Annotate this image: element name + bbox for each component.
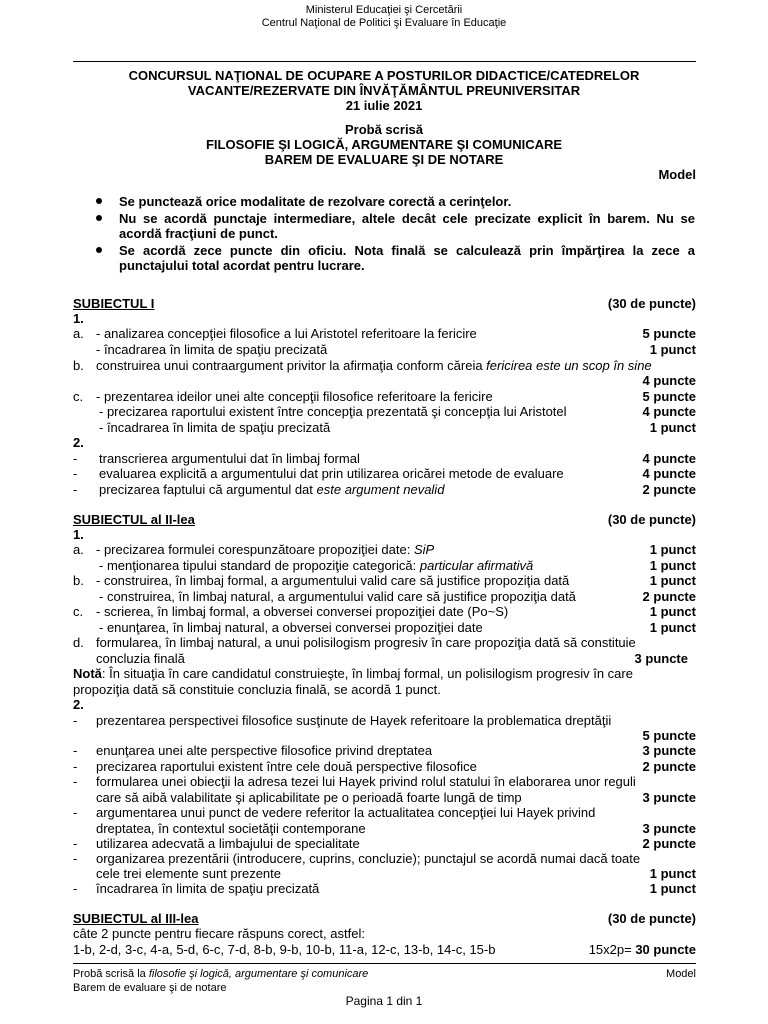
dash: - bbox=[73, 881, 78, 896]
subject-1-title: SUBIECTUL I bbox=[73, 296, 155, 311]
s2-c1-points: 1 punct bbox=[649, 604, 696, 619]
s2-note-label: Notă bbox=[73, 666, 102, 681]
s3-total: 30 puncte bbox=[635, 942, 696, 957]
s2-e4-points: 3 puncte bbox=[642, 790, 696, 805]
s1-d3-points: 2 puncte bbox=[642, 482, 696, 497]
s2-q2-label: 2. bbox=[73, 697, 84, 712]
s1-a1-text: - analizarea concepţiei filosofice a lui Aristotel referitoare la fericire bbox=[96, 326, 477, 341]
subject-2-points: (30 de puncte) bbox=[607, 512, 696, 527]
s2-a1-text: - precizarea formulei corespunzătoare propoziţiei date: bbox=[96, 542, 414, 557]
s1-c-label: c. bbox=[73, 389, 84, 404]
s1-b1-text: construirea unui contraargument privitor la afirmaţia conform căreia bbox=[96, 358, 487, 373]
subject-1-points: (30 de puncte) bbox=[607, 296, 696, 311]
s2-e8-points: 1 punct bbox=[649, 881, 696, 896]
title-date: 21 iulie 2021 bbox=[345, 98, 423, 113]
s2-b1-points: 1 punct bbox=[649, 573, 696, 588]
s3-calc: 15x2p= bbox=[588, 942, 636, 957]
s2-a1-points: 1 punct bbox=[649, 542, 696, 557]
s2-e5b-text: dreptatea, în contextul societăţii contemporane bbox=[96, 821, 366, 836]
s2-note-1: : În situaţia în care candidatul construieşte, în limbaj formal, un polisilogism progresiv în care bbox=[101, 666, 633, 681]
s1-a-label: a. bbox=[73, 326, 84, 341]
s2-d1-text: formularea, în limbaj natural, a unui polisilogism progresiv în care propoziţia dată să constituie bbox=[96, 635, 636, 650]
barem-title: BAREM DE EVALUARE ŞI DE NOTARE bbox=[264, 152, 504, 167]
footer-line-1 bbox=[73, 968, 368, 981]
s2-e3-text: precizarea raportului existent între cele două perspective filosofice bbox=[96, 759, 477, 774]
s1-b-label: b. bbox=[73, 358, 84, 373]
dash: - bbox=[73, 774, 78, 789]
header-rule bbox=[73, 61, 696, 62]
s2-a2-italic: particular afirmativă bbox=[419, 558, 534, 573]
s2-e2-points: 3 puncte bbox=[642, 743, 696, 758]
s2-a2-text: - menţionarea tipului standard de propoziţie categorică: bbox=[99, 558, 420, 573]
s1-d3-italic: este argument nevalid bbox=[316, 482, 445, 497]
s2-c2-text: - enunţarea, în limbaj natural, a obversei conversei propoziţiei date bbox=[99, 620, 483, 635]
s2-a1-italic: SiP bbox=[413, 542, 435, 557]
bullet-icon bbox=[96, 247, 102, 253]
s1-c3-text: - încadrarea în limita de spaţiu precizată bbox=[99, 420, 331, 435]
s1-d3-text: precizarea faptului că argumentul dat bbox=[99, 482, 317, 497]
s1-q2-label: 2. bbox=[73, 435, 84, 450]
s2-b-label: b. bbox=[73, 573, 84, 588]
s1-d2-points: 4 puncte bbox=[642, 466, 696, 481]
s2-c1-text: - scrierea, în limbaj formal, a obversei conversei propoziţiei date (Po~S) bbox=[96, 604, 509, 619]
s1-b1-points: 4 puncte bbox=[642, 373, 696, 388]
model-label: Model bbox=[658, 167, 696, 182]
s2-e7-text: organizarea prezentării (introducere, cuprins, concluzie); punctajul se acordă numai dacă toate bbox=[96, 851, 641, 866]
s2-e6-points: 2 puncte bbox=[642, 836, 696, 851]
s2-e5-text: argumentarea unui punct de vedere referitor la actualitatea concepţiei lui Hayek privind bbox=[96, 805, 596, 820]
dash: - bbox=[73, 759, 78, 774]
s2-e7-points: 1 punct bbox=[649, 866, 696, 881]
s1-d1-points: 4 puncte bbox=[642, 451, 696, 466]
title-line-1: CONCURSUL NAŢIONAL DE OCUPARE A POSTURILOR DIDACTICE/CATEDRELOR bbox=[128, 68, 640, 83]
s2-e4b-text: care să aibă valabilitate şi aplicabilitate pe o perioadă foarte lungă de timp bbox=[96, 790, 522, 805]
s1-c2-text: - precizarea raportului existent între concepţia prezentată şi concepţia lui Aristotel bbox=[99, 404, 567, 419]
s2-b1-text: - construirea, în limbaj formal, a argumentului valid care să justifice propoziţia dată bbox=[96, 573, 570, 588]
s2-d-label: d. bbox=[73, 635, 84, 650]
subject-3-points: (30 de puncte) bbox=[607, 911, 696, 926]
dash: - bbox=[73, 466, 78, 481]
s2-e1-text: prezentarea perspectivei filosofice susţinute de Hayek referitoare la problematica dreptăţii bbox=[96, 713, 612, 728]
center-name: Centrul Naţional de Politici şi Evaluare în Educaţie bbox=[261, 17, 507, 29]
s1-c1-points: 5 puncte bbox=[642, 389, 696, 404]
subject-2-header bbox=[73, 512, 696, 527]
footer-proba: Probă scrisă la bbox=[73, 968, 149, 980]
dash: - bbox=[73, 713, 78, 728]
s2-e2-text: enunţarea unei alte perspective filosofice privind dreptatea bbox=[96, 743, 433, 758]
s3-answers-row bbox=[73, 942, 696, 957]
s1-a1-points: 5 puncte bbox=[642, 326, 696, 341]
s1-d1-text: transcrierea argumentului dat în limbaj formal bbox=[99, 451, 360, 466]
dash: - bbox=[73, 805, 78, 820]
s2-note-row bbox=[73, 666, 696, 681]
s2-e5-points: 3 puncte bbox=[642, 821, 696, 836]
s2-a-label: a. bbox=[73, 542, 84, 557]
footer-line-2: Barem de evaluare şi de notare bbox=[73, 982, 227, 994]
s1-b1-italic: fericirea este un scop în sine bbox=[486, 358, 652, 373]
s2-e6-text: utilizarea adecvată a limbajului de specialitate bbox=[96, 836, 360, 851]
s2-q1-label: 1. bbox=[73, 527, 84, 542]
s3-total-wrap bbox=[589, 942, 696, 957]
dash: - bbox=[73, 836, 78, 851]
s2-note-row-2: propoziţia dată să constituie concluzia finală, se acordă 1 punct. bbox=[73, 682, 441, 697]
s2-e8-text: încadrarea în limita de spaţiu precizată bbox=[96, 881, 320, 896]
s1-c1-text: - prezentarea ideilor unei alte concepţii filosofice referitoare la fericire bbox=[96, 389, 493, 404]
s2-e7b-text: cele trei elemente sunt prezente bbox=[96, 866, 281, 881]
dash: - bbox=[73, 851, 78, 866]
subject-2-title: SUBIECTUL al II-lea bbox=[73, 512, 195, 527]
s2-a2-points: 1 punct bbox=[649, 558, 696, 573]
dash: - bbox=[73, 482, 78, 497]
bullet-icon bbox=[96, 215, 102, 221]
s1-a2-points: 1 punct bbox=[649, 342, 696, 357]
s2-e3-points: 2 puncte bbox=[642, 759, 696, 774]
proba-label: Probă scrisă bbox=[344, 122, 424, 137]
bullet-icon bbox=[96, 198, 102, 204]
dash: - bbox=[73, 451, 78, 466]
page-number: Pagina 1 din 1 bbox=[345, 994, 423, 1008]
s2-e4-text: formularea unei obiecţii la adresa tezei lui Hayek privind rolul statului în elaborarea unor reguli bbox=[96, 774, 636, 789]
s2-b2-text: - construirea, în limbaj natural, a argumentului valid care să justifice propoziţia dată bbox=[99, 589, 576, 604]
s2-d1-points: 3 puncte bbox=[634, 651, 688, 666]
footer-subject: filosofie şi logică, argumentare şi comunicare bbox=[148, 968, 369, 980]
s2-c-label: c. bbox=[73, 604, 84, 619]
footer-model: Model bbox=[666, 968, 696, 980]
s3-answers: 1-b, 2-d, 3-c, 4-a, 5-d, 6-c, 7-d, 8-b, 9-b, 10-b, 11-a, 12-c, 13-b, 14-c, 15-b bbox=[73, 942, 496, 957]
dash: - bbox=[73, 743, 78, 758]
s1-c2-points: 4 puncte bbox=[642, 404, 696, 419]
s1-d2-text: evaluarea explicită a argumentului dat prin utilizarea oricărei metode de evaluare bbox=[99, 466, 564, 481]
subject-name: FILOSOFIE ŞI LOGICĂ, ARGUMENTARE ŞI COMUNICARE bbox=[205, 137, 563, 152]
subject-1-header bbox=[73, 296, 696, 311]
s2-c2-points: 1 punct bbox=[649, 620, 696, 635]
s2-b2-points: 2 puncte bbox=[642, 589, 696, 604]
s3-line-1: câte 2 puncte pentru fiecare răspuns corect, astfel: bbox=[73, 926, 365, 941]
s2-d1b-text: concluzia finală bbox=[96, 651, 185, 666]
s1-q1-label: 1. bbox=[73, 311, 84, 326]
title-line-2: VACANTE/REZERVATE DIN ÎNVĂŢĂMÂNTUL PREUNIVERSITAR bbox=[187, 83, 581, 98]
rule-1: Se punctează orice modalitate de rezolvare corectă a cerinţelor. bbox=[119, 194, 512, 209]
s1-c3-points: 1 punct bbox=[649, 420, 696, 435]
subject-3-title: SUBIECTUL al III-lea bbox=[73, 911, 199, 926]
s1-a2-text: - încadrarea în limita de spaţiu precizată bbox=[96, 342, 328, 357]
subject-3-header bbox=[73, 911, 696, 926]
rule-2: Nu se acordă punctaje intermediare, altele decât cele precizate explicit în barem. Nu se acordă fracţiuni de punct. bbox=[119, 211, 695, 241]
s2-e1-points: 5 puncte bbox=[642, 728, 696, 743]
footer-rule bbox=[73, 963, 696, 964]
ministry-name: Ministerul Educaţiei şi Cercetării bbox=[305, 4, 463, 16]
rule-3: Se acordă zece puncte din oficiu. Nota finală se calculează prin împărţirea la zece a punctajului total acordat pentru lucrare. bbox=[119, 243, 695, 273]
